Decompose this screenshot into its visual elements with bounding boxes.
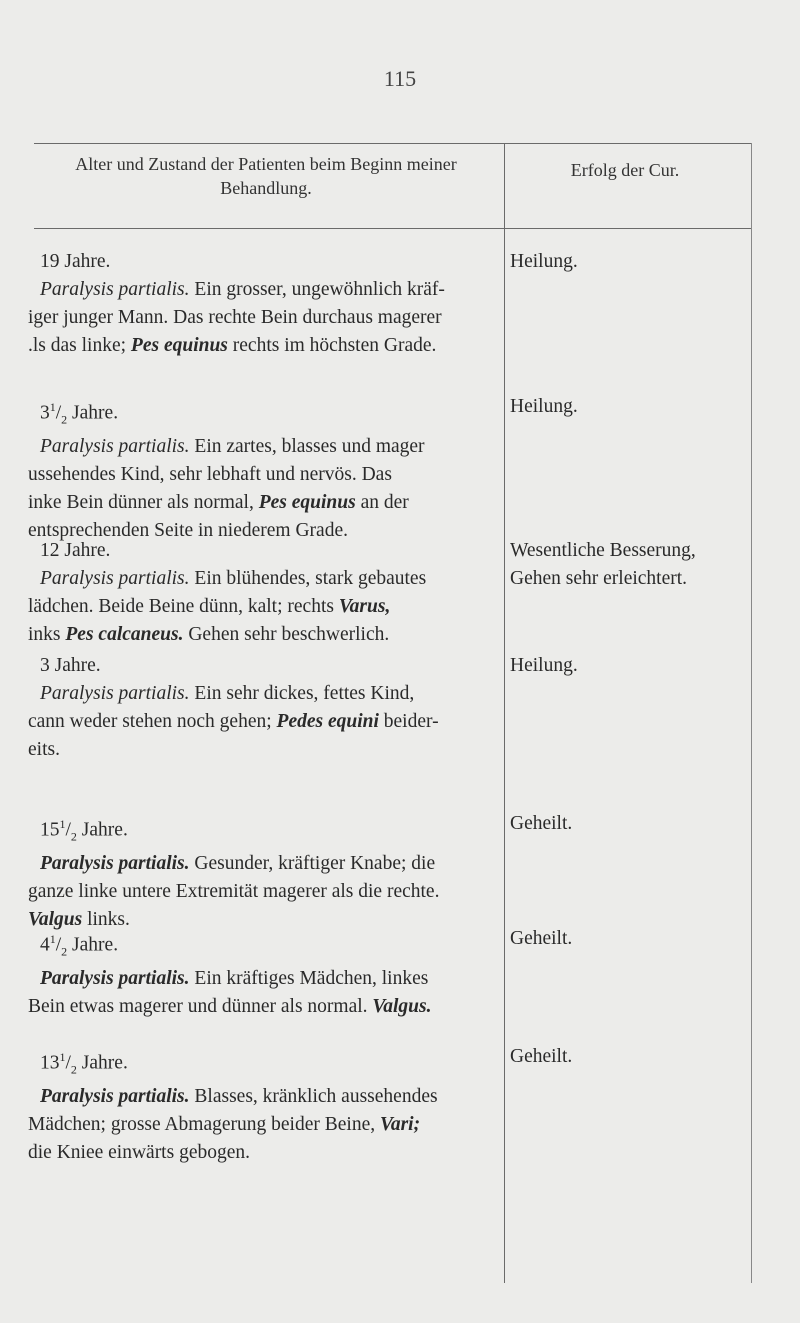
right-border	[751, 143, 752, 1283]
case-diagnosis: Paralysis partialis.	[40, 568, 190, 589]
case-line	[28, 708, 503, 736]
case-line	[28, 1111, 503, 1139]
fraction-numerator: 1	[59, 817, 66, 831]
case-line	[28, 593, 503, 621]
fraction-denominator: 2	[61, 944, 68, 959]
case-text: cann weder stehen noch gehen;	[28, 711, 277, 732]
case-line: ganze linke untere Extremität magerer als die rechte.	[28, 881, 440, 903]
case-text: inks	[28, 624, 66, 645]
case-text: links.	[82, 909, 130, 931]
case-line	[28, 433, 503, 461]
case-term: Varus,	[338, 596, 391, 617]
fraction-numerator: 1	[59, 1050, 66, 1064]
case-line	[28, 489, 503, 517]
fraction-denominator: 2	[61, 412, 68, 427]
case-result-1: Heilung.	[510, 251, 578, 272]
case-entry-5	[28, 810, 503, 934]
case-diagnosis: Paralysis partialis.	[40, 279, 190, 300]
case-entry-2	[28, 393, 503, 545]
case-diagnosis: Paralysis partialis.	[40, 1086, 190, 1108]
fraction-denominator: 2	[70, 1062, 77, 1077]
case-age: 3 Jahre.	[40, 655, 101, 676]
case-entry-7	[28, 1043, 503, 1167]
result-line: Gehen sehr erleichtert.	[510, 568, 688, 589]
case-entry-1	[28, 248, 503, 360]
case-text: Ein blühendes, stark gebautes	[189, 568, 427, 589]
case-text: Mädchen; grosse Abmagerung beider Beine,	[28, 1114, 380, 1136]
case-entry-3	[28, 537, 503, 649]
case-result-7: Geheilt.	[510, 1046, 573, 1067]
case-line: ussehendes Kind, sehr lebhaft und nervös. Das	[28, 464, 392, 486]
case-line	[28, 276, 503, 304]
case-text: beider-	[378, 711, 439, 732]
case-diagnosis: Paralysis partialis.	[40, 436, 190, 458]
case-age: 19 Jahre.	[40, 251, 111, 272]
case-diagnosis: Paralysis partialis.	[40, 968, 190, 990]
case-line	[28, 621, 503, 649]
case-age: 12 Jahre.	[40, 540, 111, 561]
case-age: $3^1/_2$ Jahre.	[40, 400, 119, 427]
case-text: Ein kräftiges Mädchen, linkes	[189, 968, 429, 990]
case-diagnosis: Paralysis partialis.	[40, 853, 190, 875]
case-line	[28, 332, 503, 360]
age-number: 4	[40, 934, 50, 956]
case-line: iger junger Mann. Das rechte Bein durchaus magerer	[28, 307, 442, 328]
case-line	[28, 993, 503, 1021]
fraction-numerator: 1	[49, 400, 56, 414]
case-line	[28, 1083, 503, 1111]
case-age: $13^1/_2$ Jahre.	[40, 1050, 128, 1077]
age-number: 15	[40, 819, 60, 841]
case-entry-4	[28, 652, 503, 764]
case-age: $15^1/_2$ Jahre.	[40, 817, 128, 844]
age-number: 3	[40, 402, 50, 424]
result-line: Wesentliche Besserung,	[510, 540, 696, 561]
case-line	[28, 565, 503, 593]
column-header-condition-line1: Alter und Zustand der Patienten beim Beginn meiner	[75, 154, 457, 174]
case-text: inke Bein dünner als normal,	[28, 492, 259, 514]
case-line	[28, 850, 503, 878]
case-text: rechts im höchsten Grade.	[227, 335, 437, 356]
column-divider	[504, 143, 505, 1283]
case-text: Ein sehr dickes, fettes Kind,	[189, 683, 415, 704]
case-text: lädchen. Beide Beine dünn, kalt; rechts	[28, 596, 339, 617]
case-term: Valgus	[28, 909, 83, 931]
case-line	[28, 680, 503, 708]
case-term: Valgus.	[372, 996, 432, 1018]
case-age: $4^1/_2$ Jahre.	[40, 932, 119, 959]
age-unit: Jahre.	[76, 1052, 128, 1074]
case-text: Gehen sehr beschwerlich.	[183, 624, 390, 645]
table-top-rule	[34, 143, 752, 144]
case-result-2: Heilung.	[510, 396, 578, 417]
fraction-denominator: 2	[70, 829, 77, 844]
case-text: Ein zartes, blasses und mager	[189, 436, 425, 458]
case-text: Ein grosser, ungewöhnlich kräf-	[189, 279, 445, 300]
case-text: .ls das linke;	[28, 335, 131, 356]
case-text: Bein etwas magerer und dünner als normal.	[28, 996, 373, 1018]
age-unit: Jahre.	[76, 819, 128, 841]
case-diagnosis: Paralysis partialis.	[40, 683, 190, 704]
age-unit: Jahre.	[67, 934, 119, 956]
case-text: an der	[355, 492, 409, 514]
column-header-result: Erfolg der Cur.	[570, 160, 680, 180]
case-line: entsprechenden Seite in niederem Grade.	[28, 520, 348, 542]
case-result-3	[510, 537, 696, 593]
page-number: 115	[383, 66, 417, 91]
age-unit: Jahre.	[67, 402, 119, 424]
case-term: Pedes equini	[276, 711, 379, 732]
case-result-5: Geheilt.	[510, 813, 573, 834]
case-term: Pes equinus	[258, 492, 356, 514]
case-line: die Kniee einwärts gebogen.	[28, 1142, 251, 1164]
case-text: Gesunder, kräftiger Knabe; die	[189, 853, 436, 875]
case-result-6: Geheilt.	[510, 928, 573, 949]
table-header-rule	[34, 228, 752, 229]
case-entry-6	[28, 925, 503, 1021]
case-term: Pes calcaneus.	[65, 624, 184, 645]
column-header-condition-line2: Behandlung.	[220, 178, 312, 198]
case-term: Vari;	[379, 1114, 421, 1136]
case-term: Pes equinus	[130, 335, 228, 356]
case-result-4: Heilung.	[510, 655, 578, 676]
column-header-condition	[36, 152, 496, 200]
fraction-numerator: 1	[49, 932, 56, 946]
case-text: Blasses, kränklich aussehendes	[189, 1086, 438, 1108]
age-number: 13	[40, 1052, 60, 1074]
case-line: eits.	[28, 739, 60, 760]
case-line	[28, 965, 503, 993]
